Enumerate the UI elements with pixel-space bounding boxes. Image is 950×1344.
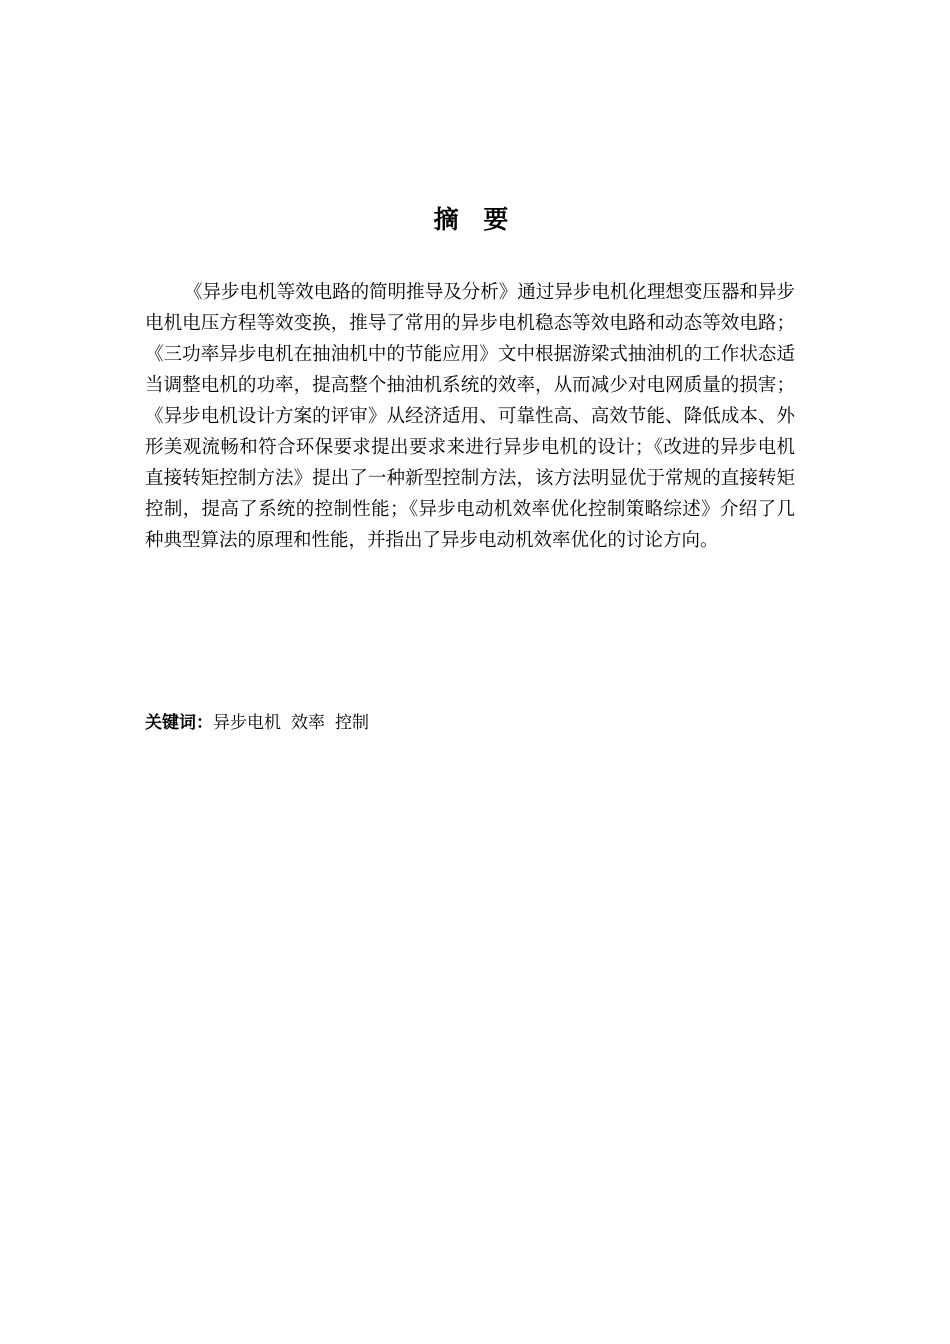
keywords-line <box>145 708 379 738</box>
keyword: 效率 <box>291 713 325 733</box>
keywords-label: 关键词： <box>145 713 213 733</box>
keyword: 控制 <box>335 713 369 733</box>
abstract-body: 《异步电机等效电路的简明推导及分析》通过异步电机化理想变压器和异步电机电压方程等效变换，推导了常用的异步电机稳态等效电路和动态等效电路；《三功率异步电机在抽油机中的节能应用》文中根据游梁式抽油机的工作状态适当调整电机的功率，提高整个抽油机系统的效率，从而减少对电网质量的损害；《异步电机设计方案的评审》从经济适用、可靠性高、高效节能、降低成本、外形美观流畅和符合环保要求提出要求来进行异步电机的设计；《改进的异步电机直接转矩控制方法》提出了一种新型控制方法，该方法明显优于常规的直接转矩控制，提高了系统的控制性能；《异步电动机效率优化控制策略综述》介绍了几种典型算法的原理和性能，并指出了异步电动机效率优化的讨论方向。 <box>145 282 795 551</box>
keyword: 异步电机 <box>213 713 281 733</box>
abstract-title: 摘 要 <box>433 205 517 234</box>
